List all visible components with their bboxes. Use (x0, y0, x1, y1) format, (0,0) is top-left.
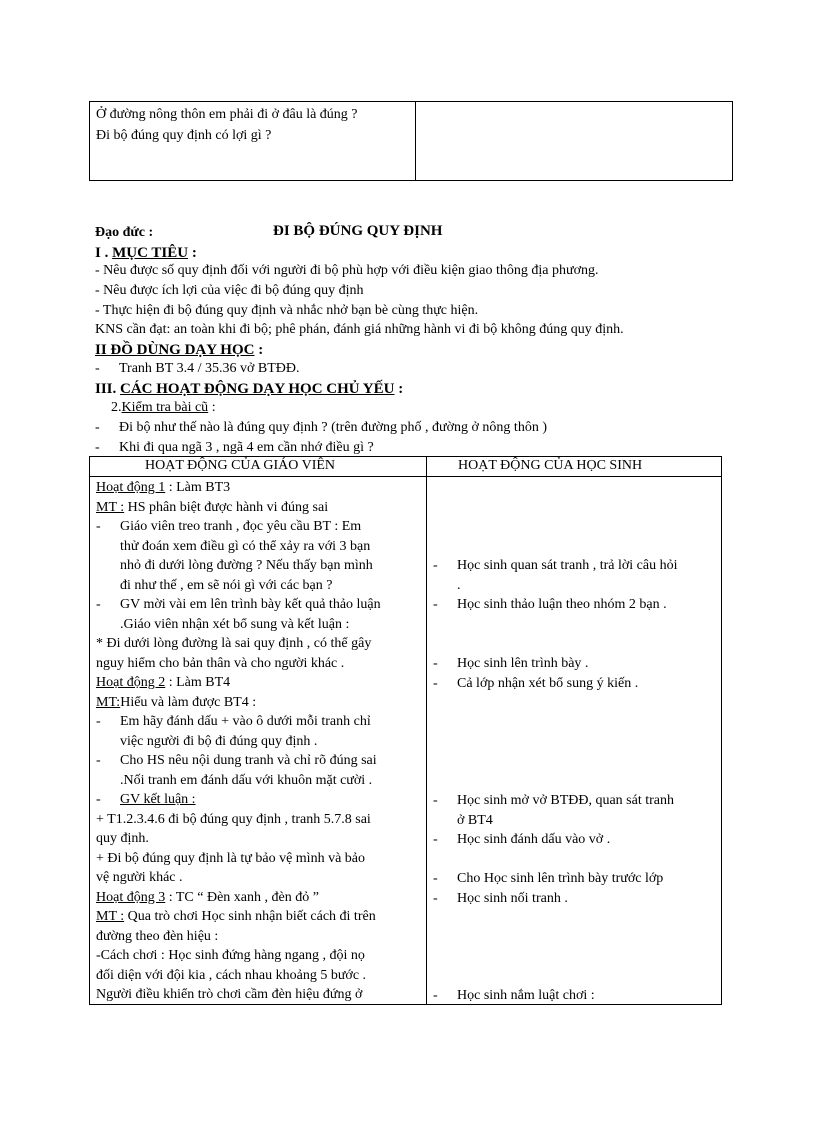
student-item: - Học sinh nối tranh . (433, 890, 568, 906)
top-table (89, 101, 733, 181)
student-item: - Học sinh nắm luật chơi : (433, 988, 595, 1003)
top-table-line: Ở đường nông thôn em phải đi ở đâu là đúng ? (96, 107, 358, 122)
header-divider (90, 476, 721, 477)
activity-objective: MT : HS phân biệt được hành vi đúng sai (96, 499, 329, 515)
section2-item: - Tranh BT 3.4 / 35.36 vở BTĐĐ. (95, 361, 300, 376)
teacher-step-line: .Nối tranh em đánh dấu với khuôn mặt cười . (120, 772, 373, 788)
section2-heading: II ĐỒ DÙNG DẠY HỌC : (95, 342, 264, 358)
teacher-note: Người điều khiển trò chơi cầm đèn hiệu đứng ở (96, 987, 363, 1002)
teacher-step-line: nhỏ đi dưới lòng đường ? Nếu thấy bạn mình (120, 558, 373, 573)
student-item: - Cả lớp nhận xét bổ sung ý kiến . (433, 675, 639, 691)
student-cell (433, 791, 719, 850)
student-item: - Học sinh lên trình bày . (433, 656, 589, 671)
student-item: - Học sinh mở vở BTĐĐ, quan sát tranh (433, 793, 674, 808)
column-divider (426, 457, 427, 1004)
teacher-note: đối diện với đội kia , cách nhau khoảng 5 bước . (96, 967, 367, 983)
teacher-note: nguy hiểm cho bản thân và cho người khác . (96, 655, 345, 671)
student-item: - Học sinh đánh dấu vào vở . (433, 832, 611, 847)
teacher-conclusion-label: - GV kết luận : (96, 792, 196, 807)
teacher-note: quy định. (96, 831, 149, 846)
section1-item: - Nêu được số quy định đối với người đi bộ phù hợp với điều kiện giao thông địa phương. (95, 263, 599, 278)
teacher-step-line: việc người đi bộ đi đúng quy định . (120, 733, 318, 749)
teacher-step: - GV mời vài em lên trình bày kết quả thảo luận (96, 597, 381, 612)
activities-table (89, 456, 722, 1005)
activity-objective: MT:Hiểu và làm được BT4 : (96, 694, 257, 710)
teacher-note: * Đi dưới lòng đường là sai quy định , có thể gây (96, 636, 372, 651)
teacher-step: - Em hãy đánh dấu + vào ô dưới mỗi tranh chỉ (96, 714, 371, 729)
section3-item: - Khi đi qua ngã 3 , ngã 4 em cần nhớ điều gì ? (95, 440, 374, 455)
page-title: ĐI BỘ ĐÚNG QUY ĐỊNH (273, 223, 443, 239)
teacher-step: - Giáo viên treo tranh , đọc yêu cầu BT : Em (96, 519, 362, 534)
activity-heading: Hoạt động 3 : TC “ Đèn xanh , đèn đỏ ” (96, 889, 319, 905)
student-cell (433, 556, 719, 615)
student-column-header: HOẠT ĐỘNG CỦA HỌC SINH (458, 458, 643, 473)
teacher-note: + T1.2.3.4.6 đi bộ đúng quy định , tranh 5.7.8 sai (96, 811, 371, 827)
student-cell (433, 654, 719, 693)
section1-item: - Nêu được ích lợi của việc đi bộ đúng quy định (95, 283, 364, 298)
student-item: - Học sinh thảo luận theo nhóm 2 bạn . (433, 597, 667, 612)
section1-item: - Thực hiện đi bộ đúng quy định và nhắc nhở bạn bè cùng thực hiện. (95, 303, 479, 318)
student-item: - Học sinh quan sát tranh , trả lời câu hỏi (433, 558, 678, 573)
teacher-note: đường theo đèn hiệu : (96, 928, 219, 944)
section3-item: - Đi bộ như thế nào là đúng quy định ? (trên đường phố , đường ở nông thôn ) (95, 420, 547, 435)
teacher-note: + Đi bộ đúng quy định là tự bảo vệ mình và bảo (96, 850, 366, 866)
subject-label: Đạo đức : (95, 225, 154, 240)
teacher-step-line: thử đoán xem điều gì có thể xảy ra với 3 bạn (120, 538, 371, 554)
teacher-note: vệ người khác . (96, 870, 183, 885)
student-cell (433, 986, 719, 1006)
top-table-line: Đi bộ đúng quy định có lợi gì ? (96, 128, 272, 143)
student-item-line: ở BT4 (457, 812, 493, 828)
student-item-line: . (457, 577, 461, 593)
teacher-column-header: HOẠT ĐỘNG CỦA GIÁO VIÊN (145, 458, 336, 473)
teacher-step: - Cho HS nêu nội dung tranh và chỉ rõ đúng sai (96, 753, 377, 768)
top-table-left-cell (90, 102, 416, 180)
section3-heading: III. CÁC HOẠT ĐỘNG DẠY HỌC CHỦ YẾU : (95, 381, 404, 397)
activity-heading: Hoạt động 1 : Làm BT3 (96, 480, 231, 495)
student-item: - Cho Học sinh lên trình bày trước lớp (433, 871, 664, 886)
section1-heading: I . MỤC TIÊU : (95, 245, 197, 261)
activity-heading: Hoạt động 2 : Làm BT4 (96, 675, 231, 690)
activity-objective: MT : Qua trò chơi Học sinh nhận biết cách đi trên (96, 909, 376, 924)
teacher-note: -Cách chơi : Học sinh đứng hàng ngang , đội nọ (96, 948, 365, 963)
top-table-right-cell (416, 102, 732, 180)
teacher-step-line: đi như thế , em sẽ nói gì với các bạn ? (120, 577, 333, 593)
section3-subheading: 2.Kiểm tra bài cũ : (111, 400, 216, 415)
student-cell (433, 869, 719, 908)
section1-item: KNS cần đạt: an toàn khi đi bộ; phê phán, đánh giá những hành vi đi bộ không đúng quy định. (95, 322, 624, 337)
teacher-step-line: .Giáo viên nhận xét bổ sung và kết luận : (120, 616, 350, 632)
teacher-cell (96, 478, 420, 1005)
